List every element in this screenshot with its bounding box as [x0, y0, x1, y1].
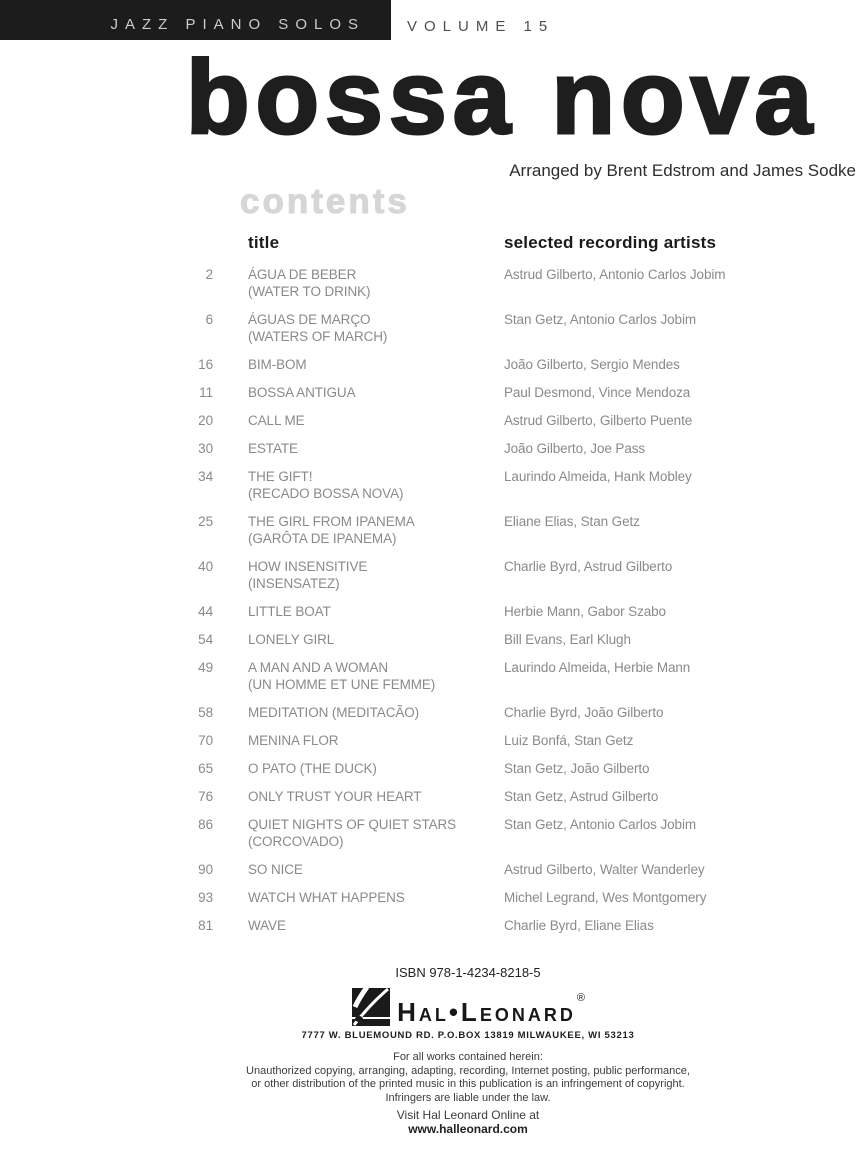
table-row	[142, 440, 752, 457]
song-title-cell	[213, 631, 504, 648]
song-title: THE GIFT!	[248, 469, 313, 484]
column-header-page-spacer	[142, 233, 213, 253]
publisher-logo	[68, 988, 864, 1026]
recording-artists: Charlie Byrd, João Gilberto	[504, 705, 664, 720]
song-title: SO NICE	[248, 862, 303, 877]
page-number: 11	[199, 385, 213, 400]
recording-artists: Astrud Gilberto, Walter Wanderley	[504, 862, 705, 877]
table-row	[142, 861, 752, 878]
table-row	[142, 917, 752, 934]
recording-artists: Paul Desmond, Vince Mendoza	[504, 385, 691, 400]
song-title: MEDITATION (MEDITACÃO)	[248, 705, 420, 720]
page-number: 34	[198, 469, 213, 484]
table-row	[142, 311, 752, 345]
table-row	[142, 513, 752, 547]
page-number: 6	[205, 312, 213, 327]
publisher-name: Hal•Leonard	[397, 997, 576, 1027]
contents-heading: contents	[240, 182, 410, 221]
song-subtitle: (WATERS OF MARCH)	[248, 329, 388, 344]
page-number: 90	[198, 862, 213, 877]
recording-artists: Astrud Gilberto, Antonio Carlos Jobim	[504, 267, 726, 282]
table-row	[142, 732, 752, 749]
book-title: bossa nova	[186, 40, 819, 156]
song-title: LITTLE BOAT	[248, 604, 331, 619]
song-title-cell	[213, 760, 504, 777]
website-url: www.halleonard.com	[408, 1122, 528, 1136]
visit-line: Visit Hal Leonard Online at	[396, 1108, 540, 1122]
recording-artists: Stan Getz, Astrud Gilberto	[504, 789, 659, 804]
song-title-cell	[213, 513, 504, 547]
page-number: 54	[198, 632, 213, 647]
column-header-title: title	[248, 233, 280, 252]
table-row	[142, 384, 752, 401]
recording-artists: Herbie Mann, Gabor Szabo	[504, 604, 666, 619]
table-row	[142, 468, 752, 502]
recording-artists: Stan Getz, Antonio Carlos Jobim	[504, 817, 696, 832]
page-number: 58	[198, 705, 213, 720]
song-title-cell	[213, 412, 504, 429]
table-row	[142, 356, 752, 373]
table-row	[142, 659, 752, 693]
song-title: ONLY TRUST YOUR HEART	[248, 789, 422, 804]
table-row	[142, 558, 752, 592]
song-title-cell	[213, 788, 504, 805]
table-row	[142, 760, 752, 777]
table-body	[142, 266, 752, 934]
song-title-cell	[213, 311, 504, 345]
page-number: 20	[198, 413, 213, 428]
song-title: ESTATE	[248, 441, 298, 456]
song-title-cell	[213, 704, 504, 721]
copyright-notice-line: Infringers are liable under the law.	[385, 1091, 551, 1104]
table-row	[142, 816, 752, 850]
song-title-cell	[213, 603, 504, 620]
recording-artists: Laurindo Almeida, Hank Mobley	[504, 469, 692, 484]
series-title: JAZZ PIANO SOLOS	[110, 16, 365, 33]
recording-artists: Charlie Byrd, Astrud Gilberto	[504, 559, 673, 574]
page-number: 86	[198, 817, 213, 832]
song-title-cell	[213, 659, 504, 693]
page-number: 93	[198, 890, 213, 905]
copyright-notice	[68, 1051, 864, 1105]
song-subtitle: (INSENSATEZ)	[248, 576, 340, 591]
song-title-cell	[213, 266, 504, 300]
table-row	[142, 412, 752, 429]
song-subtitle: (RECADO BOSSA NOVA)	[248, 486, 404, 501]
table-row	[142, 266, 752, 300]
song-subtitle: (WATER TO DRINK)	[248, 284, 371, 299]
table-row	[142, 631, 752, 648]
table-row	[142, 603, 752, 620]
page-number: 65	[198, 761, 213, 776]
song-subtitle: (CORCOVADO)	[248, 834, 344, 849]
song-subtitle: (GARÔTA DE IPANEMA)	[248, 531, 397, 546]
page-number: 40	[198, 559, 213, 574]
recording-artists: Charlie Byrd, Eliane Elias	[504, 918, 654, 933]
page-number: 76	[198, 789, 213, 804]
recording-artists: Eliane Elias, Stan Getz	[504, 514, 640, 529]
page-number: 2	[205, 267, 213, 282]
song-subtitle: (UN HOMME ET UNE FEMME)	[248, 677, 436, 692]
recording-artists: Luiz Bonfá, Stan Getz	[504, 733, 634, 748]
song-title: ÁGUA DE BEBER	[248, 267, 357, 282]
recording-artists: João Gilberto, Sergio Mendes	[504, 357, 680, 372]
column-header-artists: selected recording artists	[504, 233, 717, 252]
table-header-row	[142, 233, 752, 253]
copyright-notice-line: Unauthorized copying, arranging, adapting, recording, Internet posting, public performance,	[246, 1064, 690, 1077]
recording-artists: João Gilberto, Joe Pass	[504, 441, 646, 456]
song-title: WATCH WHAT HAPPENS	[248, 890, 405, 905]
series-bar	[0, 0, 391, 40]
song-title-cell	[213, 889, 504, 906]
registered-trademark: ®	[576, 992, 585, 1004]
song-title-cell	[213, 356, 504, 373]
song-title: LONELY GIRL	[248, 632, 335, 647]
contents-table	[142, 233, 752, 945]
song-title-cell	[213, 468, 504, 502]
page-number: 25	[198, 514, 213, 529]
recording-artists: Astrud Gilberto, Gilberto Puente	[504, 413, 693, 428]
song-title: ÁGUAS DE MARÇO	[248, 312, 371, 327]
page-number: 49	[198, 660, 213, 675]
table-row	[142, 788, 752, 805]
copyright-notice-line: For all works contained herein:	[393, 1051, 543, 1063]
song-title-cell	[213, 917, 504, 934]
recording-artists: Bill Evans, Earl Klugh	[504, 632, 631, 647]
page-number: 30	[198, 441, 213, 456]
table-row	[142, 704, 752, 721]
song-title-cell	[213, 816, 504, 850]
song-title: WAVE	[248, 918, 286, 933]
copyright-notice-line: or other distribution of the printed music in this publication is an infringement of copyright.	[251, 1078, 685, 1090]
song-title: BOSSA ANTIGUA	[248, 385, 356, 400]
song-title-cell	[213, 732, 504, 749]
recording-artists: Stan Getz, João Gilberto	[504, 761, 650, 776]
song-title: THE GIRL FROM IPANEMA	[248, 514, 415, 529]
recording-artists: Laurindo Almeida, Herbie Mann	[504, 660, 691, 675]
song-title: CALL ME	[248, 413, 305, 428]
recording-artists: Stan Getz, Antonio Carlos Jobim	[504, 312, 696, 327]
page-number: 44	[198, 604, 213, 619]
song-title: BIM-BOM	[248, 357, 307, 372]
page-number: 16	[198, 357, 213, 372]
song-title: A MAN AND A WOMAN	[248, 660, 389, 675]
song-title-cell	[213, 558, 504, 592]
recording-artists: Michel Legrand, Wes Montgomery	[504, 890, 707, 905]
table-row	[142, 889, 752, 906]
hal-leonard-logo-icon	[352, 988, 390, 1026]
song-title: MENINA FLOR	[248, 733, 339, 748]
song-title-cell	[213, 861, 504, 878]
song-title-cell	[213, 440, 504, 457]
isbn: ISBN 978-1-4234-8218-5	[395, 965, 541, 980]
volume-label: VOLUME 15	[407, 18, 555, 35]
page-number: 81	[198, 918, 213, 933]
page-number: 70	[198, 733, 213, 748]
song-title: HOW INSENSITIVE	[248, 559, 368, 574]
arranger-credit: Arranged by Brent Edstrom and James Sodke	[509, 161, 856, 180]
song-title-cell	[213, 384, 504, 401]
song-title: QUIET NIGHTS OF QUIET STARS	[248, 817, 457, 832]
song-title: O PATO (THE DUCK)	[248, 761, 377, 776]
publisher-address: 7777 W. BLUEMOUND RD. P.O.BOX 13819 MILWAUKEE, WI 53213	[301, 1030, 635, 1041]
